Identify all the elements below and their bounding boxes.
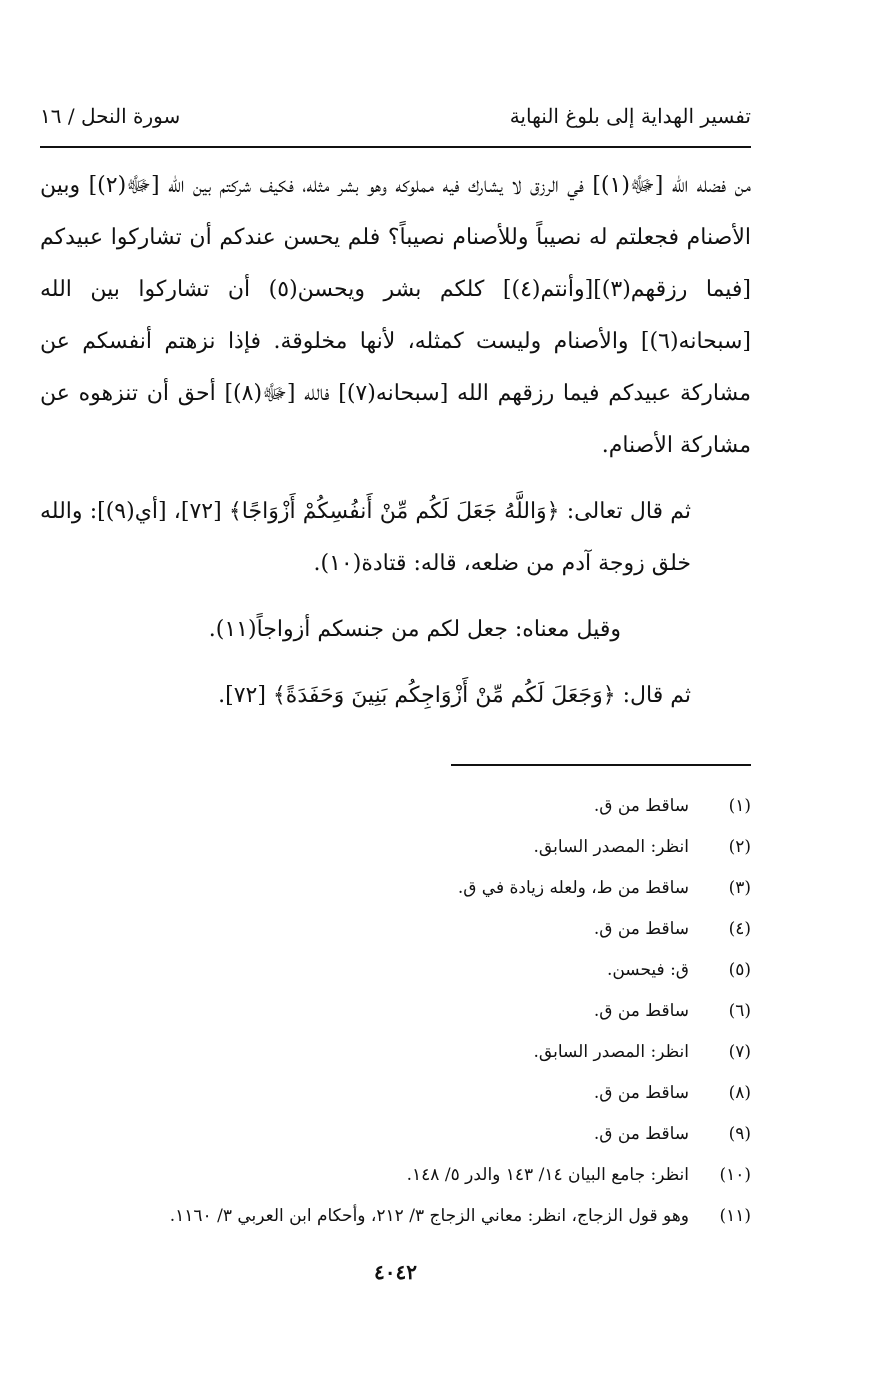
footnote-item — [40, 1114, 751, 1155]
footnote-item — [40, 1155, 751, 1196]
footnote-number: (٨) — [728, 1083, 751, 1103]
paragraph: وقيل معناه: جعل لكم من جنسكم أزواجاً(١١). — [208, 617, 621, 642]
footnote-number: (٣) — [728, 878, 751, 898]
footnote-number: (٥) — [728, 960, 751, 980]
footnote-text: ساقط من ق. — [593, 919, 689, 939]
page-number: ٤٠٤٢ — [374, 1260, 417, 1284]
surah-page-label: سورة النحل / ١٦ — [40, 104, 181, 128]
footnote-text: ق: فيحسن. — [606, 960, 689, 980]
footnote-text: ساقط من ق. — [593, 1124, 689, 1144]
footnote-item — [40, 786, 751, 827]
footnote-number: (٤) — [728, 919, 751, 939]
paragraph: ثم قال: ﴿وَجَعَلَ لَكُم مِّنْ أَزْوَاجِكُم بَنِينَ وَحَفَدَةً﴾ [٧٢]. — [218, 683, 691, 708]
footnote-text: ساقط من ق. — [593, 1083, 689, 1103]
footnote-text: وهو قول الزجاج، انظر: معاني الزجاج ٣/ ٢١٢، وأحكام ابن العربي ٣/ ١١٦٠. — [169, 1206, 689, 1226]
footnote-text: انظر: جامع البيان ١٤/ ١٤٣ والدر ٥/ ١٤٨. — [406, 1165, 689, 1185]
book-title: تفسير الهداية إلى بلوغ النهاية — [509, 104, 751, 128]
footnote-text: انظر: المصدر السابق. — [533, 837, 689, 857]
footnote-text: ساقط من ط، ولعله زيادة في ق. — [457, 878, 689, 898]
footnote-item — [40, 827, 751, 868]
footnote-number: (٩) — [728, 1124, 751, 1144]
footnote-number: (١٠) — [719, 1165, 751, 1185]
footnote-number: (١) — [728, 796, 751, 816]
footnote-text: انظر: المصدر السابق. — [533, 1042, 689, 1062]
paragraph: ثم قال تعالى: ﴿وَاللَّهُ جَعَلَ لَكُم مِّنْ أَنفُسِكُمْ أَزْوَاجًا﴾ [٧٢]، [أي(٩)]: والله خلق زوجة آدم من ضلعه، قاله: قتادة(١٠). — [40, 499, 691, 576]
footnote-item — [40, 1196, 751, 1237]
footnote-item — [40, 909, 751, 950]
footnote-number: (١١) — [719, 1206, 751, 1226]
footnote-number: (٧) — [728, 1042, 751, 1062]
running-header — [40, 96, 751, 136]
footnote-item — [40, 1032, 751, 1073]
footnote-text: ساقط من ق. — [593, 796, 689, 816]
footnote-number: (٢) — [728, 837, 751, 857]
footnote-divider — [451, 764, 751, 766]
footnote-item — [40, 950, 751, 991]
paragraph: من فضله الله [ﷻ(١)] في الرزق لا يشارك فيه مملوكه وهو بشر مثله، فكيف شركتم بين الله [ﷻ(٢)] وبين الأصنام فجعلتم له نصيباً وللأصنام نصيباً؟ فلم يحسن عندكم أن تشاركوا عبيدكم [فيما رزقهم(٣)][وأنتم(٤)] كلكم بشر ويحسن(٥) أن تشاركوا بين الله [سبحانه(٦)] والأصنام وليست كمثله، لأنها مخلوقة. فإذا نزهتم أنفسكم عن مشاركة عبيدكم فيما رزقهم الله [سبحانه(٧)] فالله [ﷻ(٨)] أحق أن تنزهوه عن مشاركة الأصنام. — [40, 173, 752, 458]
main-text — [40, 160, 751, 722]
footnote-number: (٦) — [728, 1001, 751, 1021]
header-divider — [40, 146, 751, 148]
footnote-item — [40, 991, 751, 1032]
footnotes-list — [40, 786, 751, 1237]
footnote-item — [40, 1073, 751, 1114]
footnote-item — [40, 868, 751, 909]
footnote-text: ساقط من ق. — [593, 1001, 689, 1021]
